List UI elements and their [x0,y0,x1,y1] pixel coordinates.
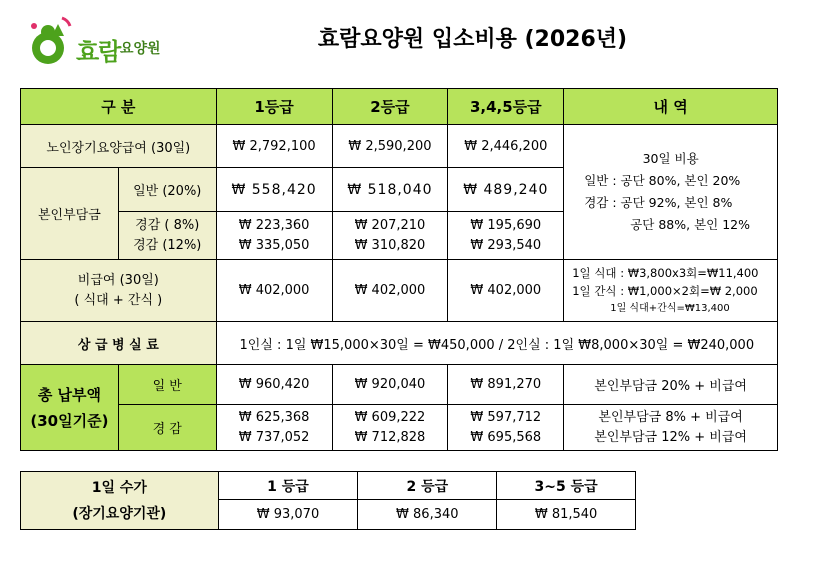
header-grade-2: 2등급 [332,89,448,125]
detail-30day-line1: 일반 : 공단 80%, 본인 20% [584,173,741,188]
total-reduced-grade-345 [448,405,564,451]
daily-value-grade-2: ₩ 86,340 [358,500,497,530]
copay-reduced8-grade-1: ₩ 223,360 [238,217,310,233]
logo-sub-text: 요양원 [120,41,161,57]
total-general-grade-345: ₩ 891,270 [448,365,564,405]
copay-general-grade-2: ₩ 518,040 [332,168,448,212]
detail-30day-line3: 공단 88%, 본인 12% [630,217,750,232]
total-reduced8-grade-345: ₩ 597,712 [470,409,542,425]
total-general-grade-1: ₩ 960,420 [216,365,332,405]
nonbenefit-label-2: ( 식대 + 간식 ) [74,292,163,308]
copay-reduced12-grade-2: ₩ 310,820 [354,237,426,253]
copay-general-grade-1: ₩ 558,420 [216,168,332,212]
total-reduced8-grade-2: ₩ 609,222 [354,409,426,425]
nonbenefit-note-3: 1일 식대+간식=₩13,400 [610,302,730,314]
nonbenefit-grade-2: ₩ 402,000 [332,260,448,322]
daily-header-grade-1: 1 등급 [218,472,358,500]
copay-reduced12-grade-345: ₩ 293,540 [470,237,542,253]
daily-label [21,472,219,530]
copay-general-label: 일반 (20%) [118,168,216,212]
copay-reduced12-label: 경감 (12%) [133,237,202,253]
total-reduced-label: 경 감 [118,405,216,451]
daily-label-1: 1일 수가 [91,479,147,496]
total-reduced-detail [564,405,778,451]
detail-30day-cell [564,125,778,260]
nonbenefit-label [21,260,217,322]
daily-header-grade-35: 3~5 등급 [497,472,636,500]
copay-reduced8-grade-345: ₩ 195,690 [470,217,542,233]
cost-table [20,88,778,451]
header-category: 구 분 [21,89,217,125]
total-reduced8-grade-1: ₩ 625,368 [238,409,310,425]
total-reduced-grade-2 [332,405,448,451]
total-general-detail: 본인부담금 20% + 비급여 [564,365,778,405]
copay-general-grade-345: ₩ 489,240 [448,168,564,212]
total-reduced12-detail: 본인부담금 12% + 비급여 [594,429,747,445]
copay-reduced-grade-2 [332,212,448,260]
total-label-2: (30일기준) [30,411,109,430]
copay-reduced8-label: 경감 ( 8%) [135,217,200,233]
nonbenefit-label-1: 비급여 (30일) [77,272,159,288]
total-reduced-grade-1 [216,405,332,451]
copay-reduced8-grade-2: ₩ 207,210 [354,217,426,233]
header-detail: 내 역 [564,89,778,125]
total-label-1: 총 납부액 [37,385,101,404]
copay-reduced-grade-1 [216,212,332,260]
header-grade-1: 1등급 [216,89,332,125]
daily-value-grade-35: ₩ 81,540 [497,500,636,530]
header-grade-345: 3,4,5등급 [448,89,564,125]
total-reduced12-grade-2: ₩ 712,828 [354,429,426,445]
nonbenefit-detail [564,260,778,322]
copay-reduced-grade-345 [448,212,564,260]
benefit-label: 노인장기요양급여 (30일) [21,125,217,168]
total-reduced8-detail: 본인부담금 8% + 비급여 [598,409,743,425]
logo-main-text: 효람 [76,38,121,66]
detail-30day-title: 30일 비용 [642,151,699,166]
daily-label-2: (장기요양기관) [72,505,167,522]
nonbenefit-grade-1: ₩ 402,000 [216,260,332,322]
total-general-grade-2: ₩ 920,040 [332,365,448,405]
total-reduced12-grade-1: ₩ 737,052 [238,429,310,445]
nonbenefit-note-1: 1일 식대 : ₩3,800x3회=₩11,400 [572,265,759,280]
room-label: 상 급 병 실 료 [21,322,217,365]
nonbenefit-grade-345: ₩ 402,000 [448,260,564,322]
copay-reduced-labels [118,212,216,260]
detail-30day-line2: 경감 : 공단 92%, 본인 8% [584,195,733,210]
nonbenefit-note-2: 1일 간식 : ₩1,000×2회=₩ 2,000 [572,283,758,298]
total-reduced12-grade-345: ₩ 695,568 [470,429,542,445]
benefit-grade-345: ₩ 2,446,200 [448,125,564,168]
page-title: 효람요양원 입소비용 (2026년) [317,27,628,52]
total-label [21,365,119,451]
total-general-label: 일 반 [118,365,216,405]
room-value: 1인실 : 1일 ₩15,000×30일 = ₩450,000 / 2인실 : 1일 ₩8,000×30일 = ₩240,000 [216,322,777,365]
daily-value-grade-1: ₩ 93,070 [218,500,358,530]
copay-reduced12-grade-1: ₩ 335,050 [238,237,310,253]
benefit-grade-1: ₩ 2,792,100 [216,125,332,168]
copay-label: 본인부담금 [21,168,119,260]
daily-rate-table [20,471,636,530]
benefit-grade-2: ₩ 2,590,200 [332,125,448,168]
daily-header-grade-2: 2 등급 [358,472,497,500]
